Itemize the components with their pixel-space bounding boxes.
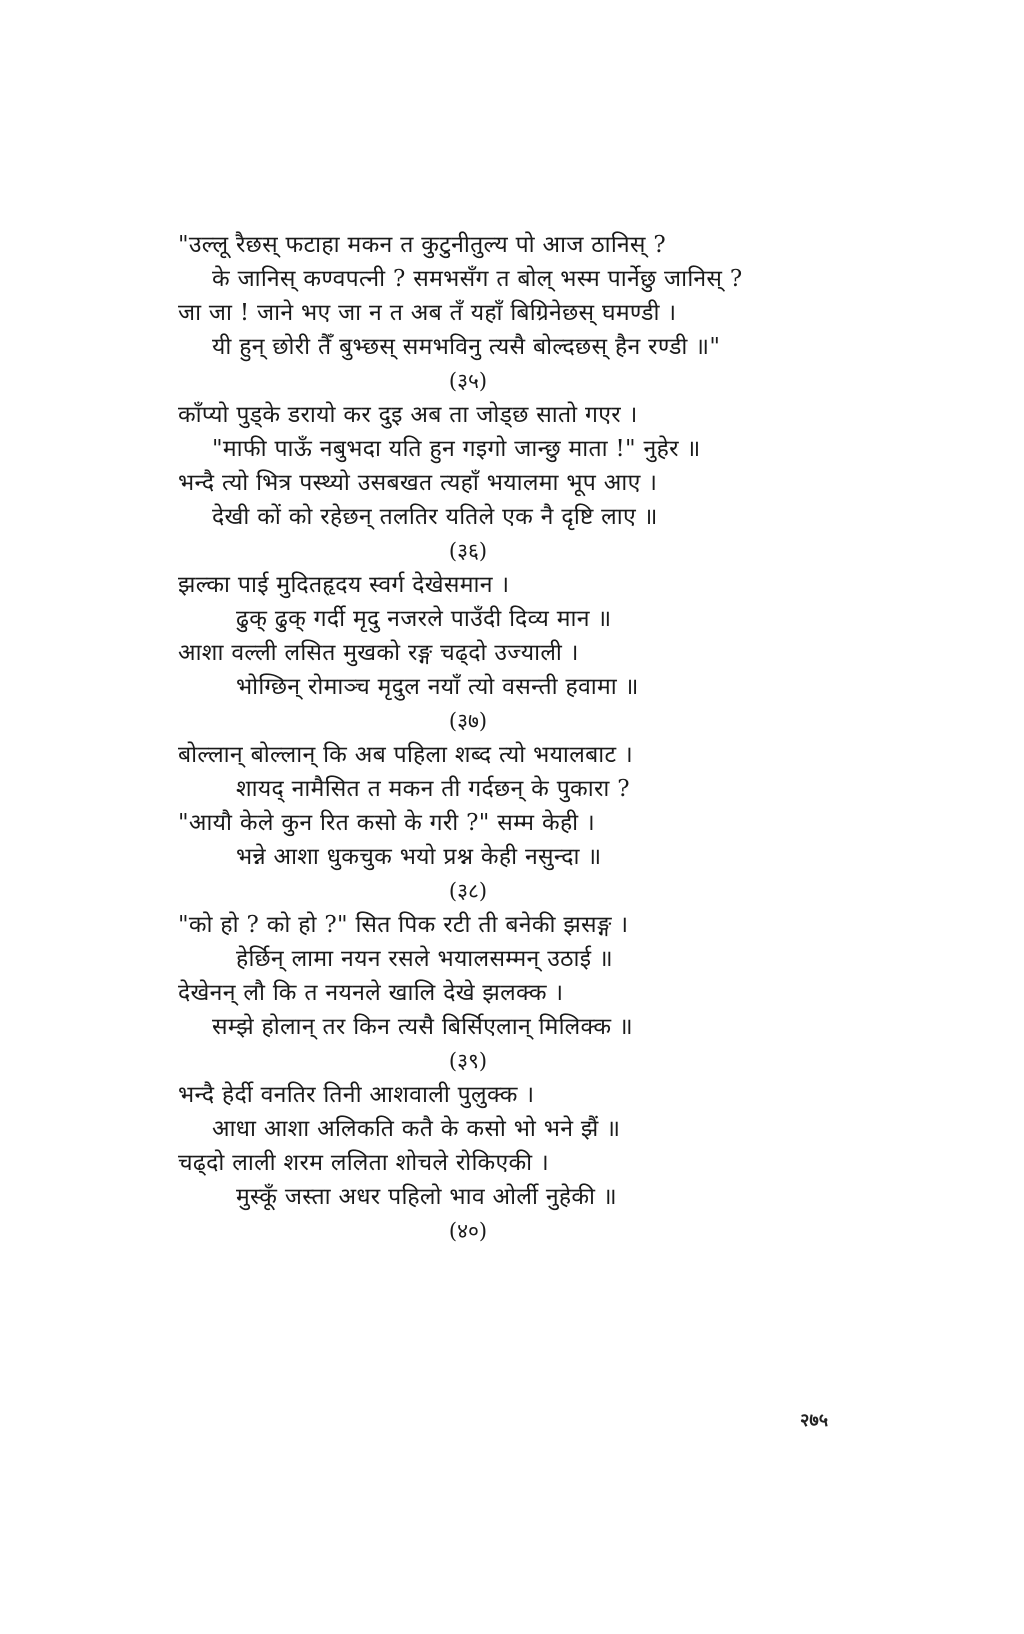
stanza-number: (४०) [448, 1219, 488, 1243]
verse-line: मुस्कूँ जस्ता अधर पहिलो भाव ओर्ली नुहेकी ॥ [236, 1184, 618, 1210]
verse-line: देखी कों को रहेछन् तलतिर यतिले एक नै दृष्टि लाए ॥ [212, 504, 658, 530]
verse-line: के जानिस् कण्वपत्नी ? समभसँग त बोल् भस्म पार्नेछु जानिस् ? [212, 266, 743, 292]
verse-line: "माफी पाऊँ नबुभदा यति हुन गइगो जान्छु माता !" नुहेर ॥ [212, 436, 701, 462]
stanza-number: (३९) [448, 1049, 488, 1073]
verse-line: शायद् नामैसित त मकन ती गर्दछन् के पुकारा ? [236, 776, 630, 802]
verse-line: भन्ने आशा धुकचुक भयो प्रश्न केही नसुन्दा ॥ [236, 844, 602, 870]
verse-line: भन्दै त्यो भित्र पस्थ्यो उसबखत त्यहाँ भयालमा भूप आए । [178, 470, 658, 496]
verse-line: हेर्छिन् लामा नयन रसले भयालसम्मन् उठाई ॥ [236, 946, 614, 972]
verse-line: आशा वल्ली लसित मुखको रङ्ग चढ्दो उज्याली । [178, 640, 579, 666]
verse-line: "उल्लू रैछस् फटाहा मकन त कुटुनीतुल्य पो आज ठानिस् ? [178, 232, 667, 258]
verse-line: भन्दै हेर्दी वनतिर तिनी आशवाली पुलुक्क । [178, 1082, 535, 1108]
page-number: २७५ [800, 1410, 829, 1431]
verse-line: यी हुन् छोरी तैँ बुभ्छस् समभविनु त्यसै बोल्दछस् हैन रण्डी ॥" [212, 334, 721, 360]
stanza-number: (३७) [448, 709, 488, 733]
verse-line: चढ्दो लाली शरम ललिता शोचले रोकिएकी । [178, 1150, 550, 1176]
verse-line: जा जा ! जाने भए जा न त अब तँ यहाँ बिग्रिनेछस् घमण्डी । [178, 300, 677, 326]
verse-line: आधा आशा अलिकति कतै के कसो भो भने झैं ॥ [212, 1116, 621, 1142]
stanza-number: (३८) [448, 879, 488, 903]
verse-line: "को हो ? को हो ?" सित पिक रटी ती बनेकी झसङ्ग । [178, 912, 629, 938]
poem-text [178, 228, 798, 1248]
verse-line: "आयौ केले कुन रित कसो के गरी ?" सम्म केही । [178, 810, 596, 836]
stanza-number: (३६) [448, 539, 488, 563]
verse-line: बोल्लान् बोल्लान् कि अब पहिला शब्द त्यो भयालबाट । [178, 742, 633, 768]
verse-line: ढुक् ढुक् गर्दी मृदु नजरले पाउँदी दिव्य मान ॥ [236, 606, 612, 632]
verse-line: भोग्छिन् रोमाञ्च मृदुल नयाँ त्यो वसन्ती हवामा ॥ [236, 674, 639, 700]
verse-line: सम्झे होलान् तर किन त्यसै बिर्सिएलान् मिलिक्क ॥ [212, 1014, 633, 1040]
verse-line: देखेनन् लौ कि त नयनले खालि देखे झलक्क । [178, 980, 564, 1006]
stanza-number: (३५) [448, 369, 488, 393]
verse-line: झल्का पाई मुदितहृदय स्वर्ग देखेसमान । [178, 572, 510, 598]
verse-line: काँप्यो पुड्के डरायो कर दुइ अब ता जोड्छ सातो गएर । [178, 402, 638, 428]
